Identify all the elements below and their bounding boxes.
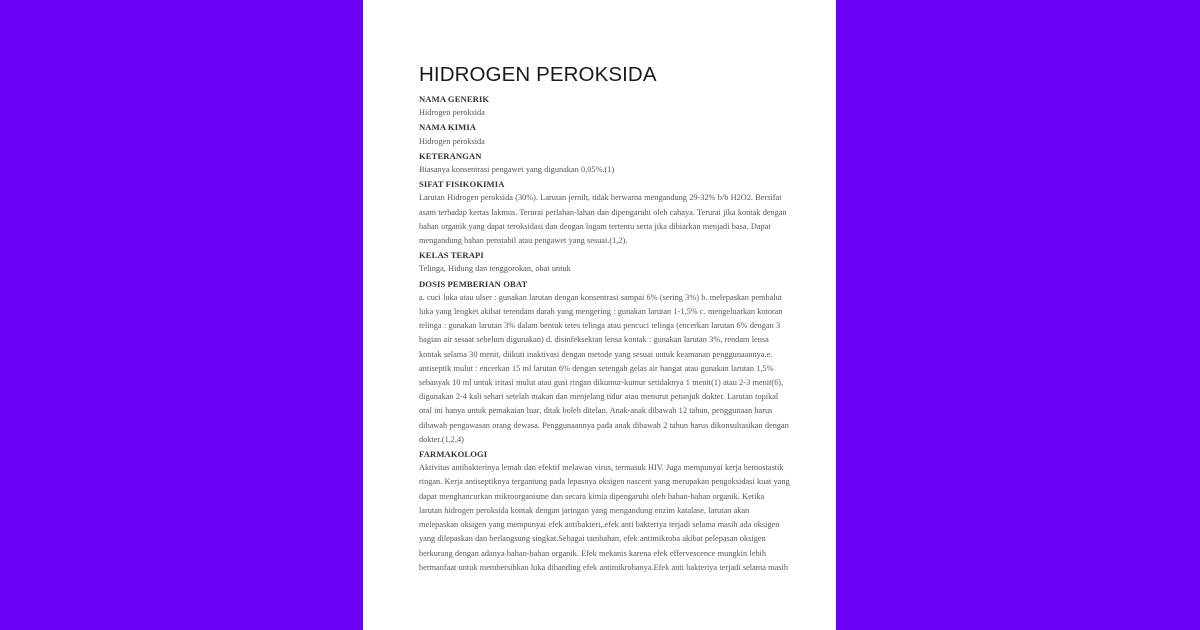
text-line: bahan organik yang dapat teroksidasi dan dengan logam tertentu serta jika dibiarkan menjadi basa. Dapat [419, 221, 771, 231]
section-body [419, 461, 790, 575]
text-line: melepaskan oksigen yang mempunyai efek antibakteri,.efek anti bakteriya terjadi selama masih ada oksigen [419, 520, 780, 530]
text-line: dokter.(1,2,4) [419, 434, 464, 444]
text-line: Aktivitas antibakterinya lemah dan efektif melawan virus, termasuk HIV. Juga mempunyai kerja hemostastik [419, 463, 784, 473]
section-nama-kimia [419, 120, 784, 148]
section-body [419, 291, 789, 447]
section-body [419, 135, 784, 149]
text-line: ringan. Kerja antiseptiknya tergantung pada lepasnya oksigen nascent yang merupakan pengoksidasi kuat yang [419, 477, 790, 487]
text-line: luka yang lengket akibat terendam darah yang mengering : gunakan larutan 1-1,5% c. mengeluarkan kotoran [419, 307, 783, 317]
text-line: oral ini hanya untuk pemakaian luar, ditak boleh ditelan. Anak-anak dibawah 12 tahun, penggunaan harus [419, 406, 773, 416]
section-keterangan [419, 149, 784, 177]
text-line: antiseptik mulut : encerkan 15 ml larutan 6% dengan setengah gelas air hangat atau gunakan larutan 1,5% [419, 363, 774, 373]
text-line: larutan hidrogen peroksida kontak dengan jaringan yang mengandung enzim katalase, larutan akan [419, 505, 750, 515]
section-heading: FARMAKOLOGI [419, 449, 488, 460]
section-sifat-fisikokimia [419, 177, 787, 248]
text-line: sebanyak 10 ml untuk iritasi mulut atau gusi ringan dikumur-kumur setidaknya 1 menit(1) atau 2-3 menit(6), [419, 378, 784, 388]
text-line: Hidrogen peroksida [419, 108, 485, 118]
text-line: dapat menghancurkan mikroorganisme dan secara kimia dipengaruhi oleh bahan-bahan organik. Ketika [419, 491, 765, 501]
document-title: HIDROGEN PEROKSIDA [419, 63, 657, 86]
section-body [419, 191, 787, 248]
section-body [419, 262, 784, 276]
text-line: digunakan 2-4 kali sehari setelah makan dan menjelang tidur atau menurut petunjuk dokter. Larutan topikal [419, 392, 779, 402]
section-body [419, 106, 784, 120]
text-line: mengandung bahan penstabil atau pengawet yang sesuai.(1,2). [419, 236, 628, 246]
section-kelas-terapi [419, 248, 784, 276]
text-line: Telinga, Hidung dan tenggorokan, obat untuk [419, 264, 571, 274]
text-line: yang dilepaskan dan berlangsung singkat.Sebagai tambahan, efek antimikroba akibat pelepasan oksigen [419, 534, 766, 544]
section-dosis-pemberian-obat [419, 277, 789, 447]
text-line: telinga : gunakan larutan 3% dalam bentuk tetes telinga atau pencuci telinga (encerkan larutan 6% dengan 3 [419, 321, 781, 331]
section-body [419, 163, 784, 177]
text-line: a. cuci luka atau ulser : gunakan larutan dengan konsentrasi sampai 6% (sering 3%) b. melepaskan pembalut [419, 292, 783, 302]
section-heading: NAMA KIMIA [419, 122, 477, 133]
text-line: Biasanya konsentrasi pengawet yang digunakan 0,05%.(1) [419, 165, 615, 175]
text-line: kontak selama 30 menit, diikuti inaktivasi dengan metode yang sesuai untuk keamanan penggunaannya.e. [419, 349, 773, 359]
text-line: bagian air sesaat sebelum digunakan) d. disinfeksektan lensa kontak : gunakan larutan 3%, rendam lensa [419, 335, 769, 345]
document-page [363, 0, 836, 630]
text-line: Larutan Hidrogen peroksida (30%). Larutan jernih, tidak berwarna mengandung 29-32% b/b H2O2. Bersifat [419, 193, 782, 203]
section-heading: NAMA GENERIK [419, 94, 490, 104]
text-line: asam terhadap kertas lakmus. Terurai perlahan-lahan dan dipengaruhi oleh cahaya. Terurai jika kontak dengan [419, 207, 787, 217]
section-nama-generik [419, 92, 784, 120]
section-farmakologi [419, 447, 790, 575]
section-heading: KELAS TERAPI [419, 250, 484, 261]
text-line: Hidrogen peroksida [419, 136, 485, 146]
section-heading: SIFAT FISIKOKIMIA [419, 179, 505, 190]
text-line: dibawah pengawasan orang dewasa. Penggunaannya pada anak dibawah 2 tahun harus dikonsultasikan dengan [419, 420, 789, 430]
section-heading: KETERANGAN [419, 150, 482, 161]
text-line: bermanfaat untuk membersihkan luka dibanding efek antimikrobanya.Efek anti bakteriya terjadi selama masih [419, 562, 788, 572]
text-line: berkurang dengan adanya bahan-bahan organik. Efek mekanis karena efek effervescence mungkin lebih [419, 548, 766, 558]
document-content [419, 62, 790, 575]
section-heading: DOSIS PEMBERIAN OBAT [419, 278, 528, 289]
